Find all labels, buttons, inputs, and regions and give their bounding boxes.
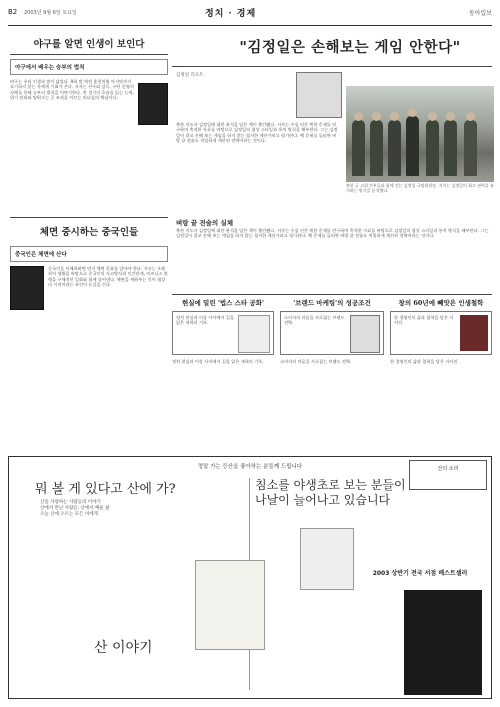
header-rule (8, 25, 492, 26)
ad-tagline: 정말 가는 등산을 좋아하는 분들께 드립니다 (197, 464, 303, 470)
book-cover (138, 83, 168, 125)
left-column (10, 34, 168, 406)
ad-copy-left: 산을 사랑하는 사람들의 이야기 산에서 만난 사람들, 산에서 배운 삶 오늘 산에 오르는 모든 이에게 (40, 500, 110, 517)
mini-review-1 (172, 298, 274, 449)
photo-caption: 북한 군 고위 간부들과 함께 걷는 김정일 국방위원장. 저자는 김정일이 최고 권력을 유지하는 방식을 분석했다. (346, 183, 494, 193)
mini-review-text: 정치 현실과 이상 사이에서 길을 잃은 개혁의 기록. (176, 315, 236, 326)
book-cover (350, 315, 380, 353)
main-headline: "김정일은 손해보는 게임 안한다" (239, 39, 461, 56)
mini-review-head: 창의 60년에 빼앗은 인생철학 (398, 299, 484, 307)
main-article-body-continued: 북한 지도자 김정일에 대한 분석을 담은 책이 출간됐다. 저자는 수십 년간 북한 문제를 연구하며 축적한 자료를 바탕으로 김정일의 협상 스타일과 통치 방식을 해부한다. 그는 김정일이 결코 손해 보는 게임을 하지 않는 철저한 계산가라고 평가한다. 핵 문제를 둘러싼 벼랑 끝 전술도 치밀하게 계산된 전략이라는 것이다. (176, 228, 490, 239)
ad-book-title: 산 이야기 (94, 640, 153, 656)
mini-review-head: '브랜드 마케팅'의 성공조건 (293, 299, 371, 307)
mini-review-head: 현실에 밀린 '법스 스타 공화' (181, 299, 265, 307)
article-body: 야구는 우리 인생과 많이 닮았다. 9회 말 역전 홈런처럼 마지막까지 포기하지 않는 자에게 기회가 온다. 저자는 선수와 감독, 구단 운영의 사례를 통해 승부의 법칙을 이야기한다. 한 경기의 흐름을 읽는 능력, 위기 관리와 팀워크는 곧 조직을 이끄는 리더십의 핵심이다. (10, 79, 136, 101)
left-headline-2: 체면 중시하는 중국인들 (39, 227, 139, 238)
ad-photo (404, 590, 482, 695)
review-title: 야구에서 배우는 승부의 법칙 (15, 65, 85, 71)
mini-review-body: 소비자의 마음을 사로잡는 브랜드 전략. (280, 359, 352, 364)
ad-logo: 산의 소리 (409, 460, 487, 490)
page-number: B2 (8, 8, 18, 16)
ad-title-left: 뭐 볼 게 있다고 산에 가? (35, 482, 176, 497)
divider (172, 294, 492, 295)
review-title-2: 중국인은 체면에 산다 (15, 252, 67, 258)
book-cover (296, 72, 342, 118)
article-body-2: 중국인을 이해하려면 먼저 체면 문화를 알아야 한다. 저자는 오랜 현지 생활을 바탕으로 중국인의 사고방식과 인간관계, 비즈니스 관행을 구체적인 일화와 함께 풀어낸다. 체면을 세워주는 것이 협상의 시작이라는 조언이 눈길을 끈다. (48, 266, 168, 288)
ad-book-cover (195, 560, 265, 650)
book-cover (460, 315, 488, 351)
mini-review-3 (390, 298, 492, 449)
review-box-2 (10, 246, 168, 262)
divider (10, 217, 168, 218)
mini-review-text: 한 경영인의 삶과 철학을 담은 자서전. (394, 315, 454, 326)
ad-promo: 2003 상반기 전국 서점 베스트셀러 (372, 570, 468, 577)
divider (10, 54, 168, 55)
ad-title-right: 침소를 야생초로 보는 분들이 나날이 늘어나고 있습니다 (255, 478, 406, 507)
left-headline: 야구를 알면 인생이 보인다 (33, 39, 145, 50)
book-cover (238, 315, 270, 353)
mini-review-body: 한 경영인의 삶과 철학을 담은 자서전. (390, 359, 459, 364)
publication-name: 동아일보 (468, 10, 492, 17)
news-photo (346, 86, 494, 182)
section-title: 정치 · 경제 (205, 9, 257, 19)
ad-book-cover (300, 528, 354, 590)
review-box (10, 59, 168, 75)
mini-review-2 (280, 298, 384, 449)
book-cover (10, 266, 44, 310)
mini-review-text: 소비자의 마음을 사로잡는 브랜드 전략. (284, 315, 346, 326)
main-article-body: 북한 지도자 김정일에 대한 분석을 담은 책이 출간됐다. 저자는 수십 년간 북한 문제를 연구하며 축적한 자료를 바탕으로 김정일의 협상 스타일과 통치 방식을 해부한다. 그는 김정일이 결코 손해 보는 게임을 하지 않는 철저한 계산가라고 평가한다. 핵 문제를 둘러싼 벼랑 끝 전술도 치밀하게 계산된 전략이라는 것이다. (176, 122, 338, 144)
mini-review-body: 정치 현실과 이상 사이에서 길을 잃은 개혁의 기록. (172, 359, 264, 364)
divider (172, 66, 492, 67)
byline: 김정일 리포트 (176, 73, 204, 78)
sub-headline: 벼랑 끝 전술의 실체 (176, 219, 234, 227)
issue-date: 2003년 9월 6일 토요일 (24, 10, 77, 16)
